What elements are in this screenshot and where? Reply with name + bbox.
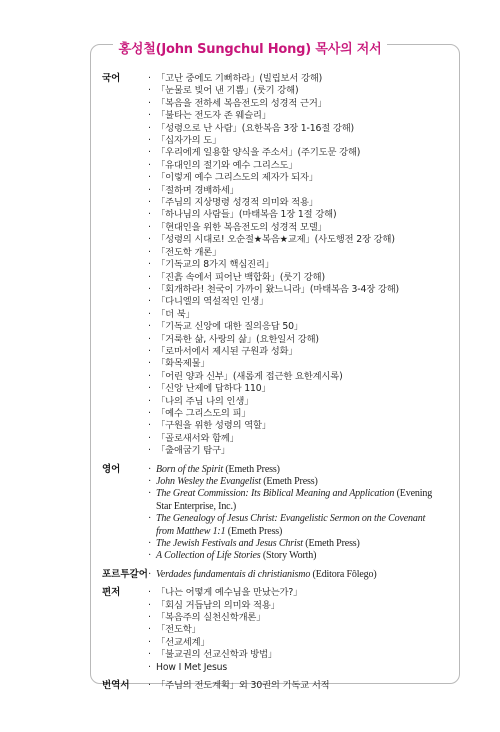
book-publisher: (Editora Fôlego) <box>310 568 377 580</box>
portuguese-book-list <box>148 569 438 581</box>
book-title: A Collection of Life Stories <box>156 550 261 562</box>
edited-book-list <box>148 587 462 674</box>
book-item: · 「불타는 전도자 존 웨슬리」 <box>148 110 462 122</box>
book-item: · 「성령으로 난 사람」(요한복음 3장 1-16절 강해) <box>148 123 462 135</box>
section-label-korean: 국어 <box>102 73 121 84</box>
book-item: · 「회개하라! 천국이 가까이 왔느니라」(마태복음 3-4장 강해) <box>148 284 462 296</box>
section-label-translated: 번역서 <box>102 680 130 692</box>
book-item <box>148 538 438 550</box>
book-item: · 「다니엘의 역설적인 인생」 <box>148 296 462 308</box>
book-sections <box>102 73 462 693</box>
book-item: · 「전도학」 <box>148 624 462 636</box>
book-item <box>148 569 438 581</box>
section-label-english: 영어 <box>102 463 121 475</box>
book-publisher: (Emeth Press) <box>302 538 360 550</box>
book-item: · 「나는 어떻게 예수님을 만났는가?」 <box>148 587 462 599</box>
book-item: · 「거룩한 삶, 사랑의 삶」(요한일서 강해) <box>148 334 462 346</box>
translated-book-list <box>148 680 462 692</box>
book-publisher: (Emeth Press) <box>260 476 318 487</box>
book-item: · 「십자가의 도」 <box>148 135 462 147</box>
page-title-text: 홍성철(John Sungchul Hong) 목사의 저서 <box>113 42 388 57</box>
book-item <box>148 488 438 513</box>
book-item: · 「현대인을 위한 복음전도의 성경적 모델」 <box>148 222 462 234</box>
book-publisher: (Story Worth) <box>260 550 317 562</box>
book-title: Verdades fundamentais di christianismo <box>156 568 311 580</box>
book-item: · 「예수 그리스도의 피」 <box>148 408 462 420</box>
book-item: · 「불교권의 선교신학과 방법」 <box>148 649 462 661</box>
book-item <box>148 464 438 476</box>
book-item: · 「주님의 전도계획」외 30권의 기독교 서적 <box>148 680 462 692</box>
book-item: · 「골로새서와 함께」 <box>148 433 462 445</box>
book-item: · 「우리에게 일용할 양식을 주소서」(주기도문 강해) <box>148 147 462 159</box>
book-title: Born of the Spirit <box>156 463 224 475</box>
book-title: The Great Commission: Its Biblical Meaning and Application <box>156 488 395 500</box>
book-item: · 「신앙 난제에 답하다 110」 <box>148 383 462 395</box>
book-item: · 「하나님의 사람들」(마태복음 1장 1절 강해) <box>148 209 462 221</box>
book-item: · 「이렇게 예수 그리스도의 제자가 되자」 <box>148 172 462 184</box>
section-korean <box>102 73 462 458</box>
english-book-list <box>148 464 438 563</box>
book-item: · 「성령의 시대로! 오순절★복음★교제」(사도행전 2장 강해) <box>148 234 462 246</box>
book-item: · 「유대인의 절기와 예수 그리스도」 <box>148 160 462 172</box>
book-item <box>148 476 438 488</box>
book-item: · 「나의 주님 나의 인생」 <box>148 396 462 408</box>
book-item: · 「주님의 지상명령 성경적 의미와 적용」 <box>148 197 462 209</box>
book-item: · 「복음을 전하세 복음전도의 성경적 근거」 <box>148 98 462 110</box>
book-title: The Genealogy of Jesus Christ: Evangelistic Sermon on the Covenant from Matthew 1:1 <box>156 513 426 537</box>
section-english <box>102 464 462 563</box>
book-item: · 「진흙 속에서 피어난 백합화」(룻기 강해) <box>148 272 462 284</box>
section-edited <box>102 587 462 674</box>
book-item: · 「절하며 경배하세」 <box>148 185 462 197</box>
section-translated <box>102 680 462 692</box>
book-item: · 「기독교의 8가지 핵심진리」 <box>148 259 462 271</box>
book-item: · 「화목제물」 <box>148 358 462 370</box>
book-item: · 「구원을 위한 성령의 역할」 <box>148 420 462 432</box>
book-item <box>148 513 438 538</box>
book-item: · 「출애굽기 탐구」 <box>148 445 462 457</box>
book-item: · 「기독교 신앙에 대한 질의응답 50」 <box>148 321 462 333</box>
book-item: · 「로마서에서 제시된 구원과 성화」 <box>148 346 462 358</box>
book-title: John Wesley the Evangelist <box>156 476 261 487</box>
section-portuguese <box>102 569 462 581</box>
book-item: · 「눈물로 빚어 낸 기쁨」(룻기 강해) <box>148 85 462 97</box>
book-publisher: (Emeth Press) <box>223 463 280 475</box>
book-publisher: (Evening Star Enterprise, Inc.) <box>156 488 433 512</box>
korean-book-list <box>148 73 462 458</box>
book-title: The Jewish Festivals and Jesus Christ <box>156 538 303 550</box>
book-item: · 「전도학 개론」 <box>148 247 462 259</box>
book-item <box>148 550 438 562</box>
page-title <box>0 38 500 57</box>
book-item: · 「고난 중에도 기뻐하라」(빌립보서 강해) <box>148 73 462 85</box>
book-item: · 「회심 거듭남의 의미와 적용」 <box>148 600 462 612</box>
section-label-portuguese: 포르투갈어 <box>102 568 148 580</box>
book-item: · 「더 북」 <box>148 309 462 321</box>
section-label-edited: 편저 <box>102 587 121 599</box>
book-publisher: (Emeth Press) <box>225 525 283 537</box>
book-item: · 「어린 양과 신부」(새롭게 접근한 요한계시록) <box>148 371 462 383</box>
book-item: · 「선교세계」 <box>148 637 462 649</box>
book-item: · 「복음주의 실천신학개론」 <box>148 612 462 624</box>
book-item: · How I Met Jesus <box>148 662 462 674</box>
